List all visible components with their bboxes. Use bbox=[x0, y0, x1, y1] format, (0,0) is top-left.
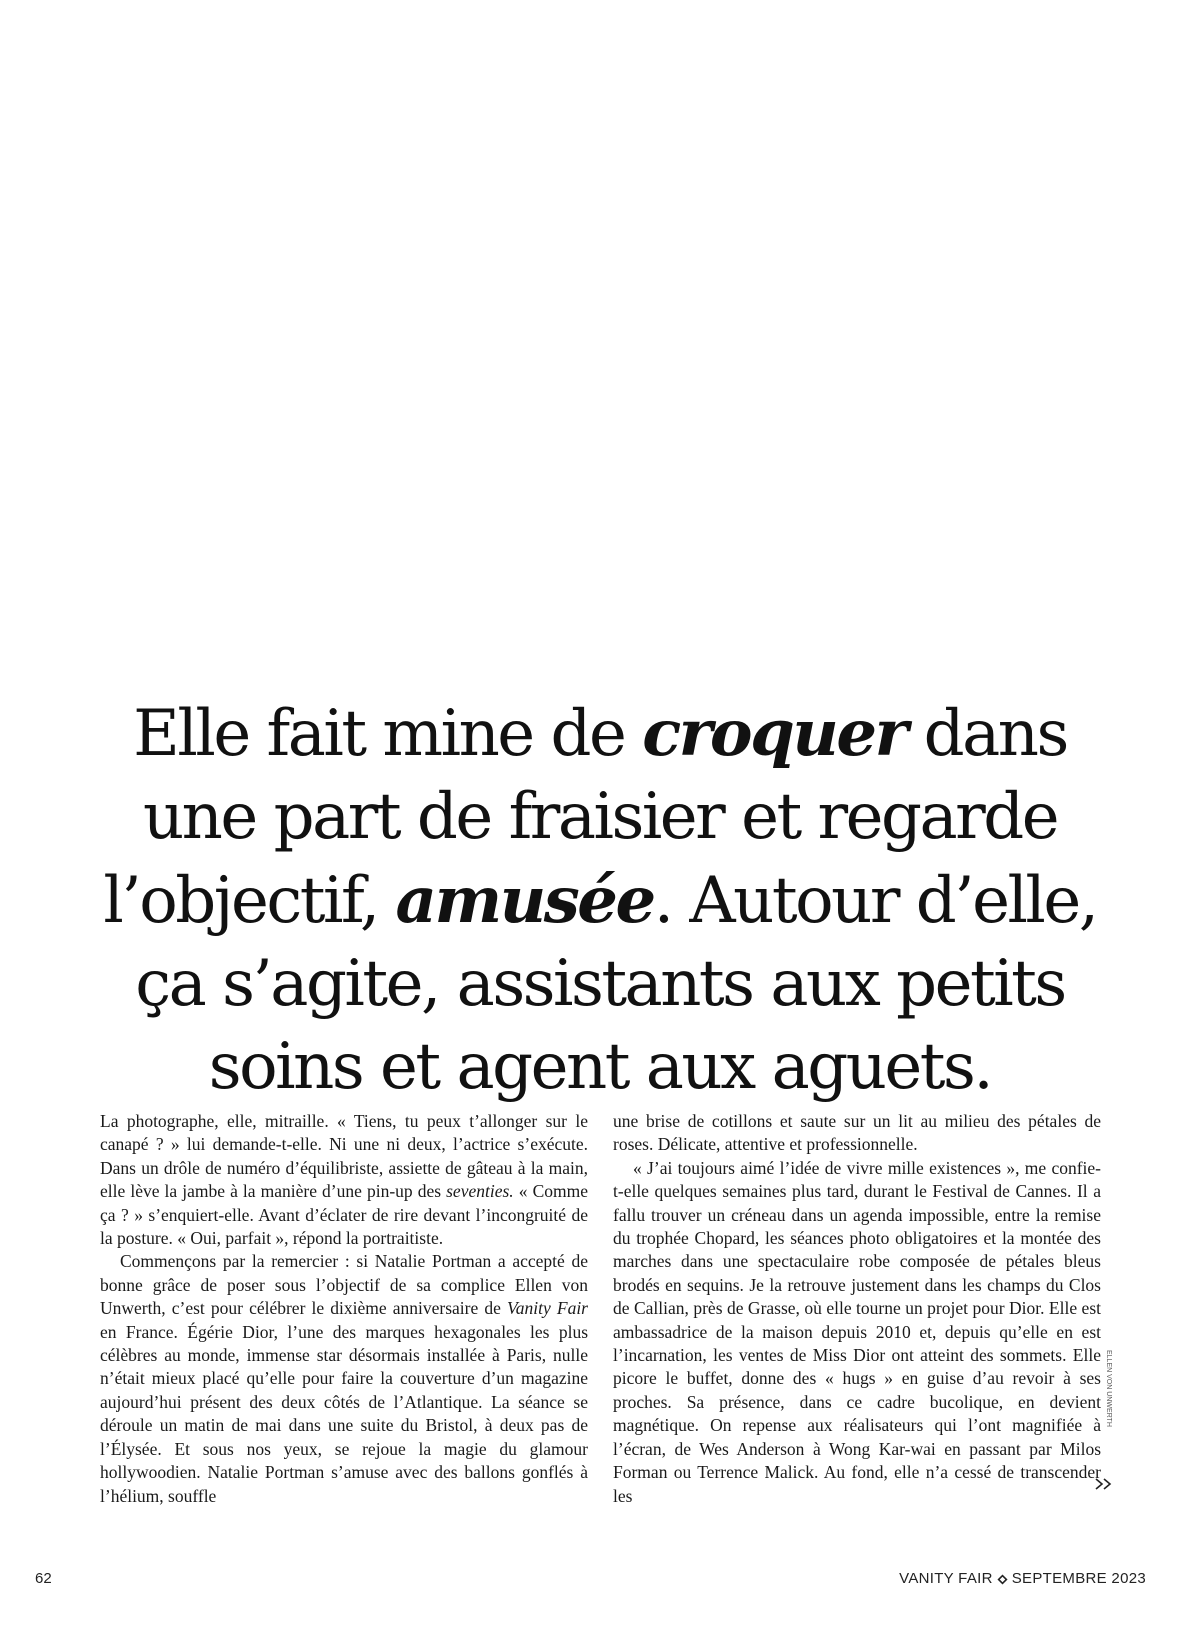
pull-quote-emphasis-2: amusée bbox=[395, 863, 654, 938]
paragraph-1-text-b: « Comme ça ? » s’enquiert-elle. Avant d’éclater de rire devant l’incongruité de la posture. « Oui, parfait », répond la portraitiste. bbox=[100, 1181, 588, 1249]
pull-quote-text-2: dans une part de fraisier et regarde l’objectif, bbox=[103, 697, 1067, 938]
paragraph-1-text-a: La photographe, elle, mitraille. « Tiens, tu peux t’allonger sur le canapé ? » lui demande-t-elle. Ni une ni deux, l’actrice s’exécute. Dans un drôle de numéro d’équilibriste, assiette de gâteau à la main, elle lève la jambe à la manière d’une pin-up des bbox=[100, 1111, 588, 1202]
paragraph-2-text-b: en France. Égérie Dior, l’une des marques hexagonales les plus célèbres au monde, immense star désormais installée à Paris, nulle n’était mieux placé qu’elle pour faire la couverture d’un magazine aujourd’hui présent des deux côtés de l’Atlantique. La séance se déroule un matin de mai dans une suite du Bristol, à deux pas de l’Élysée. Et sous nos yeux, se rejoue la magie du glamour hollywoodien. Natalie Portman s’amuse avec des ballons gonflés à l’hélium, souffle bbox=[100, 1321, 588, 1506]
pull-quote-text-1: Elle fait mine de bbox=[133, 697, 643, 771]
magazine-name: VANITY FAIR bbox=[899, 1570, 993, 1587]
paragraph-1-italic: seventies. bbox=[446, 1181, 514, 1202]
paragraph-2-text-a: Commençons par la remercier : si Natalie Portman a accepté de bonne grâce de poser sous l’objectif de sa complice Ellen von Unwerth, c’est pour célébrer le dixième anniversaire de bbox=[100, 1251, 588, 1319]
pull-quote bbox=[80, 692, 1120, 1109]
pull-quote-emphasis-1: croquer bbox=[642, 696, 906, 771]
diamond-icon bbox=[997, 1574, 1008, 1585]
paragraph-2 bbox=[100, 1250, 588, 1507]
article-column-right bbox=[613, 1110, 1101, 1508]
article-column-left bbox=[100, 1110, 588, 1508]
footer-magazine-issue bbox=[899, 1570, 1146, 1588]
paragraph-2-italic: Vanity Fair bbox=[507, 1298, 588, 1319]
paragraph-4: « J’ai toujours aimé l’idée de vivre mille existences », me confie-t-elle quelques semaines plus tard, durant le Festival de Cannes. Il a fallu trouver un créneau dans un agenda impossible, entre la remise du trophée Chopard, les séances photo obligatoires et la montée des marches dans une spectaculaire robe composée de pétales bleus brodés en sequins. Je la retrouve justement dans les champs du Clos de Callian, près de Grasse, où elle tourne un projet pour Dior. Elle est ambassadrice de la maison depuis 2010 et, depuis qu’elle en est l’incarnation, les ventes de Miss Dior ont atteint des sommets. Elle picore le buffet, donne des « hugs » en guise d’au revoir à ses proches. Sa présence, dans ce cadre bucolique, en devient magnétique. On repense aux réalisateurs qui l’ont magnifiée à l’écran, de Wes Anderson à Wong Kar-wai en passant par Milos Forman ou Terrence Malick. Au fond, elle n’a cessé de transcender les bbox=[613, 1157, 1101, 1506]
issue-date: SEPTEMBRE 2023 bbox=[1011, 1570, 1146, 1587]
pull-quote-text-3: . Autour d’elle, ça s’agite, assistants aux petits soins et agent aux aguets. bbox=[135, 864, 1097, 1104]
paragraph-3: une brise de cotillons et saute sur un lit au milieu des pétales de roses. Délicate, attentive et professionnelle. bbox=[613, 1111, 1101, 1155]
paragraph-1 bbox=[100, 1110, 588, 1250]
page-number: 62 bbox=[35, 1570, 52, 1587]
photo-credit: ELLEN VON UNWERTH bbox=[1105, 1350, 1112, 1427]
